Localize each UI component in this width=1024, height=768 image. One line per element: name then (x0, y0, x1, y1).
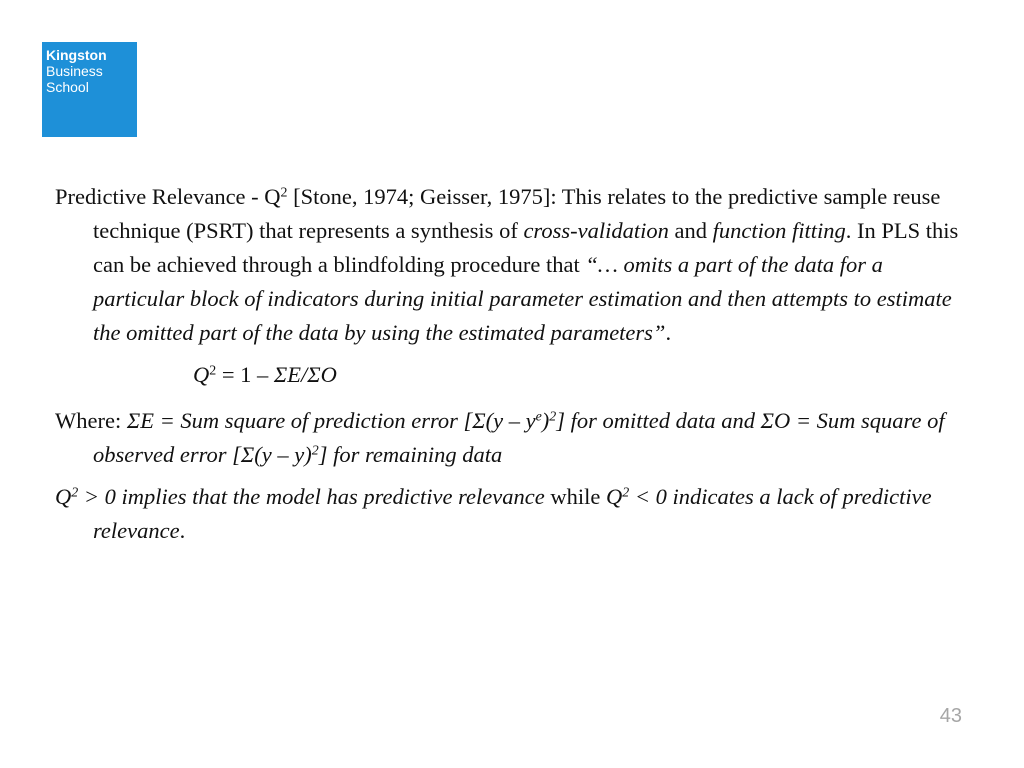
text-run: and (668, 218, 713, 243)
italic-run: Q (55, 484, 72, 509)
text-run: = 1 – (216, 362, 274, 387)
text-run: Where: (55, 408, 127, 433)
italic-run: Q (193, 362, 210, 387)
interpretation-paragraph (55, 480, 970, 548)
superscript: e (535, 409, 542, 425)
logo-line-3: School (46, 79, 89, 95)
where-definitions-paragraph (55, 404, 970, 472)
text-run: while (544, 484, 606, 509)
superscript: 2 (311, 443, 319, 459)
text-run: . In PLS this can be achieved through a blindfolding procedure that (93, 218, 959, 277)
text-run: . (179, 518, 186, 543)
italic-run: cross-validation (523, 218, 669, 243)
logo-line-2: Business (46, 63, 103, 79)
predictive-relevance-paragraph (55, 180, 970, 350)
text-run: Predictive Relevance - Q (55, 184, 281, 209)
quotation: “… omits a part of the data for a particular block of indicators during initial parameter estimation and then attempts to estimate the omitted part of the data by using the estimated parameters” (93, 252, 952, 345)
text-run: . (665, 320, 672, 345)
superscript: 2 (71, 485, 79, 501)
superscript: 2 (209, 363, 217, 379)
italic-run: ΣE/ΣO (273, 362, 337, 387)
italic-run: ] for remaining data (318, 442, 503, 467)
italic-run: < 0 indicates a lack of predictive relevance (93, 484, 932, 543)
italic-run: ] for omitted data and ΣO = Sum square of observed error [Σ(y – y) (93, 408, 945, 467)
italic-run: > 0 implies that the model has predictive relevance (78, 484, 545, 509)
superscript: 2 (549, 409, 557, 425)
italic-run: ΣE = Sum square of prediction error [Σ(y – y (126, 408, 536, 433)
slide-body (55, 180, 970, 556)
superscript: 2 (622, 485, 630, 501)
q-squared-formula (193, 358, 970, 392)
text-run: [Stone, 1974; Geisser, 1975]: This relates to the predictive sample reuse technique (PSRT) that represents a synthesis of (93, 184, 941, 243)
kingston-business-school-logo (42, 42, 137, 137)
page-number: 43 (939, 705, 962, 727)
logo-line-1: Kingston (46, 47, 107, 63)
italic-run: function fitting (712, 218, 846, 243)
superscript: 2 (280, 185, 288, 201)
italic-run: Q (605, 484, 623, 509)
italic-run: ) (541, 408, 550, 433)
